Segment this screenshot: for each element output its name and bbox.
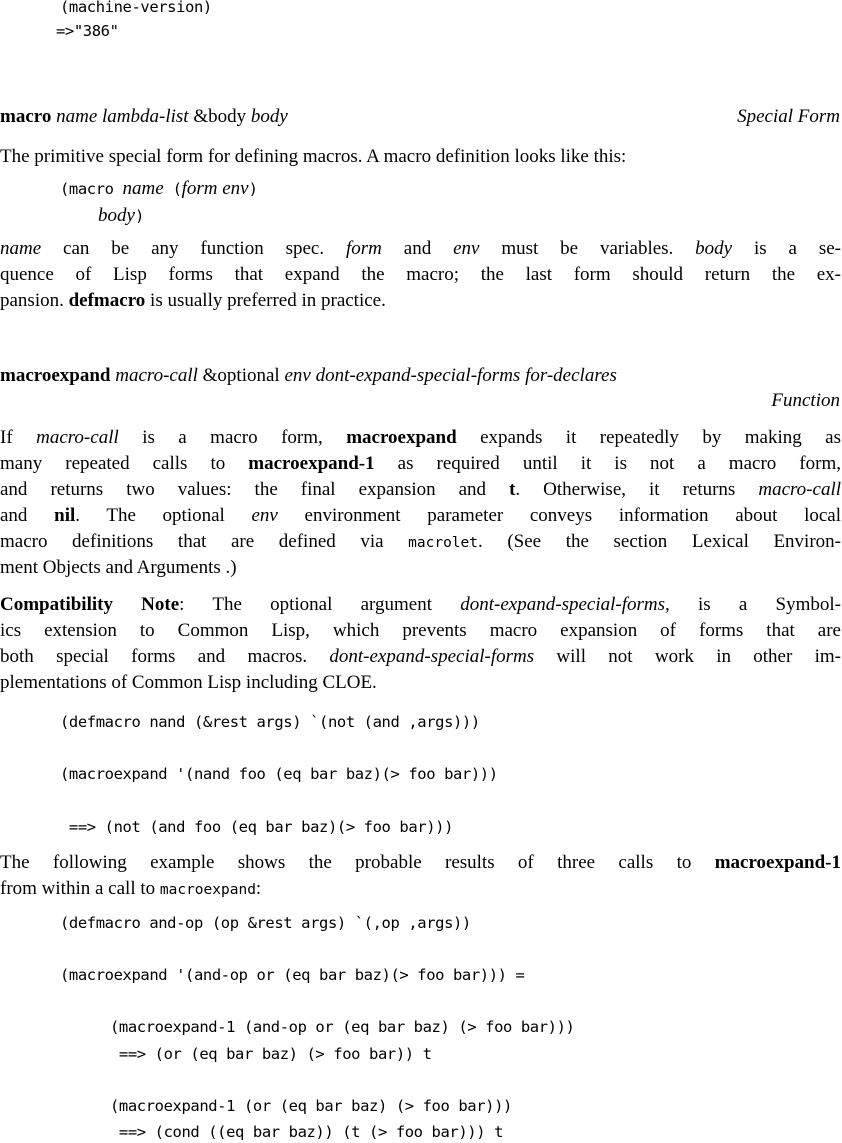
- code-line: ==> (not (and foo (eq bar baz)(> foo bar))): [60, 818, 453, 836]
- paragraph-line: ment Objects and Arguments .): [0, 557, 237, 578]
- code-line: (machine-version): [60, 0, 212, 16]
- code-example: body): [98, 205, 144, 226]
- paragraph-line: and returns two values: the final expansion and t. Otherwise, it returns macro-call: [0, 479, 842, 500]
- entry-args: name lambda-list: [56, 106, 189, 127]
- code-example: (macro name (form env): [60, 178, 258, 199]
- paragraph: The primitive special form for defining macros. A macro definition looks like this:: [0, 146, 627, 167]
- paragraph-line: and nil. The optional env environment parameter conveys information about local: [0, 505, 842, 526]
- code-line: (defmacro and-op (op &rest args) `(,op ,args)): [60, 914, 471, 932]
- entry-type: Special Form: [737, 106, 840, 127]
- code-line: (macroexpand-1 (and-op or (eq bar baz) (> foo bar))): [110, 1018, 575, 1036]
- code-line: (macroexpand '(and-op or (eq bar baz)(> foo bar))) =: [60, 966, 525, 984]
- code-line: ==> (cond ((eq bar baz)) (t (> foo bar))) t: [110, 1123, 503, 1141]
- paragraph-line: quence of Lisp forms that expand the macro; the last form should return the ex-: [0, 264, 841, 285]
- paragraph-line: name can be any function spec. form and env must be variables. body is a se-: [0, 238, 841, 259]
- entry-header-macro: [0, 106, 288, 128]
- entry-args: body: [250, 106, 288, 127]
- paragraph-line: macro definitions that are defined via macrolet. (See the section Lexical Environ-: [0, 531, 841, 552]
- code-line: (macroexpand-1 (or (eq bar baz) (> foo bar))): [110, 1097, 512, 1115]
- paragraph-line: many repeated calls to macroexpand-1 as required until it is not a macro form,: [0, 453, 841, 474]
- paragraph-line: The following example shows the probable results of three calls to macroexpand-1: [0, 852, 841, 873]
- entry-name: macroexpand: [0, 365, 111, 386]
- entry-keyword: &body: [193, 106, 247, 127]
- code-line: =>"386": [56, 22, 119, 40]
- code-line: (defmacro nand (&rest args) `(not (and ,args))): [60, 713, 480, 731]
- entry-name: macro: [0, 106, 52, 127]
- entry-header-macroexpand: macroexpand macro-call &optional env dont-expand-special-forms for-declares: [0, 365, 617, 386]
- paragraph-line: plementations of Common Lisp including CLOE.: [0, 672, 377, 693]
- code-line: (macroexpand '(nand foo (eq bar baz)(> foo bar))): [60, 765, 498, 783]
- paragraph-line: Compatibility Note: The optional argument dont-expand-special-forms, is a Symbol-: [0, 594, 842, 615]
- paragraph-line: pansion. defmacro is usually preferred in practice.: [0, 290, 386, 311]
- paragraph-line: ics extension to Common Lisp, which prevents macro expansion of forms that are: [0, 620, 841, 641]
- paragraph-line: If macro-call is a macro form, macroexpand expands it repeatedly by making as: [0, 427, 842, 448]
- paragraph-line: both special forms and macros. dont-expand-special-forms will not work in other im-: [0, 646, 841, 667]
- paragraph-line: from within a call to macroexpand:: [0, 878, 262, 899]
- code-line: ==> (or (eq bar baz) (> foo bar)) t: [110, 1045, 432, 1063]
- entry-type: Function: [771, 390, 840, 411]
